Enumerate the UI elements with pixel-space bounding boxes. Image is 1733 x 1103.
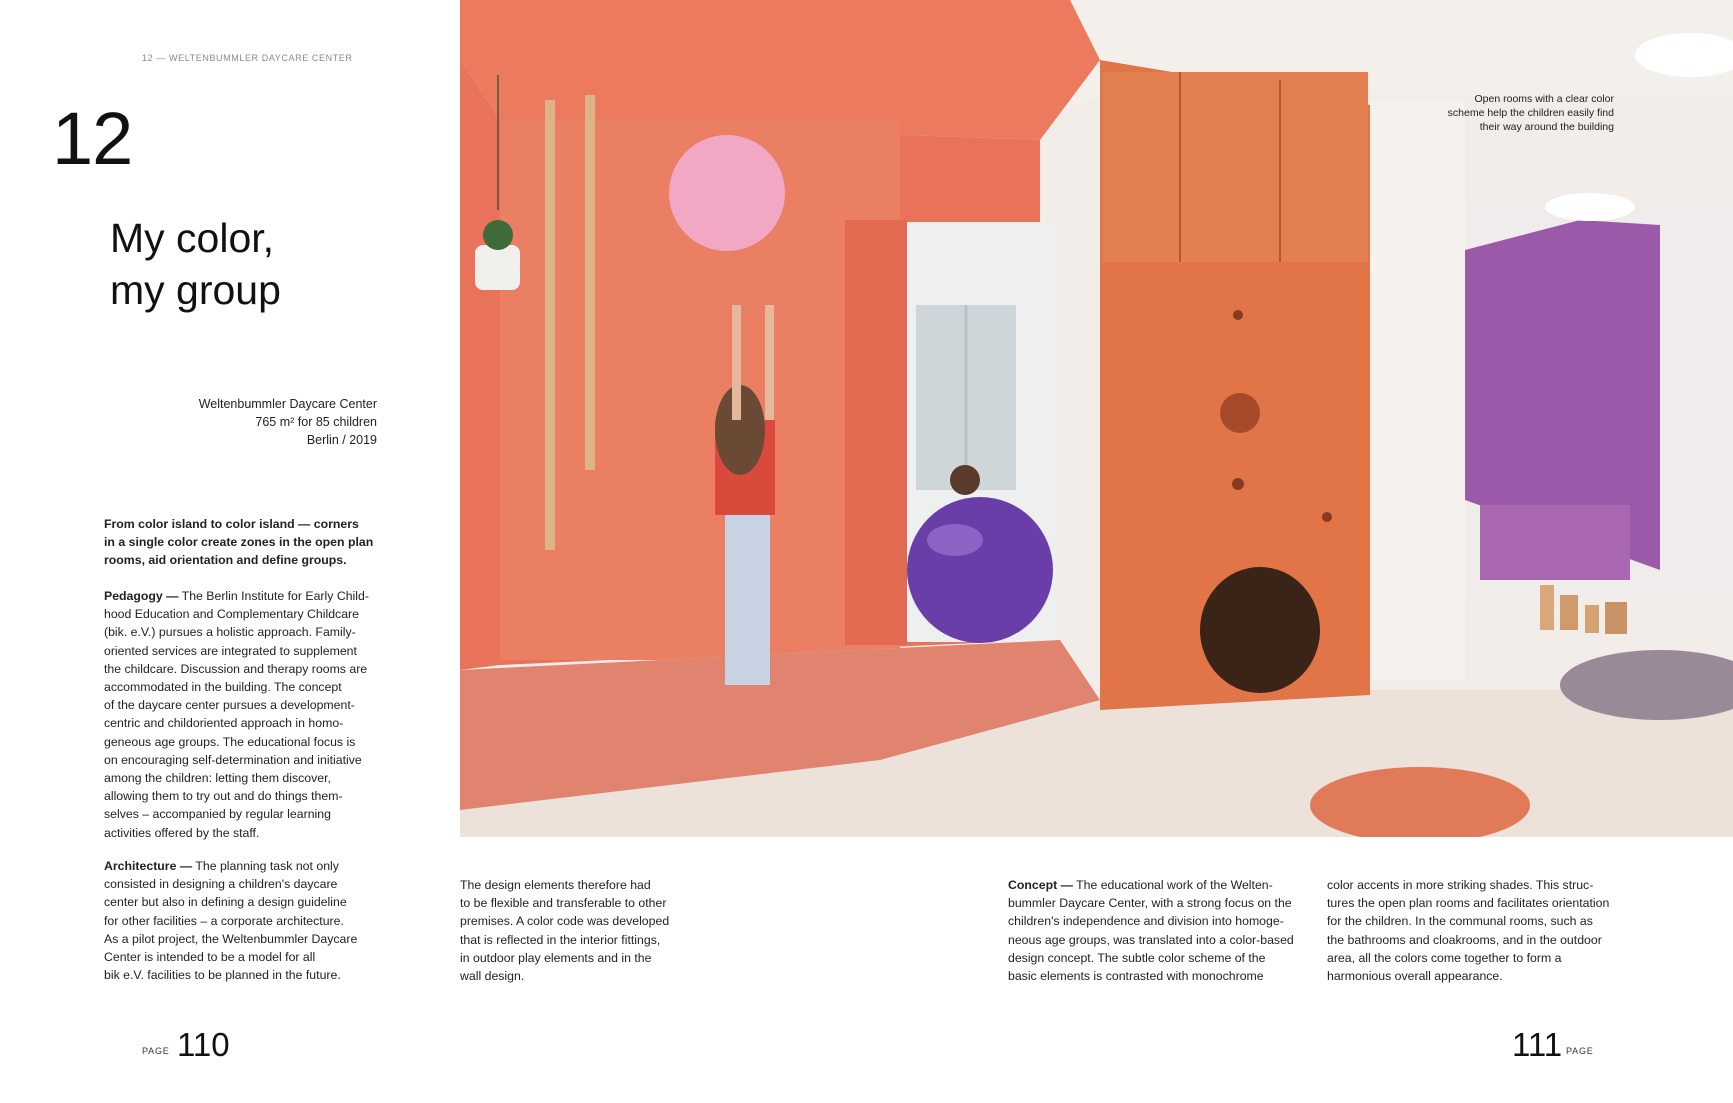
accents-paragraph <box>1327 876 1609 985</box>
page-label-right: PAGE <box>1566 1046 1594 1056</box>
child-arm <box>765 305 774 420</box>
child-legs <box>725 515 770 685</box>
page-number-right: 111 <box>1512 1026 1563 1063</box>
body-line: children's independence and division into homoge- <box>1008 914 1284 929</box>
crawl-tunnel <box>1200 567 1320 693</box>
body-line: hood Education and Complementary Childcare <box>104 607 359 622</box>
plant-pot <box>475 245 520 290</box>
child-head <box>950 465 980 495</box>
page-label-left: PAGE <box>142 1046 170 1056</box>
body-line: Center is intended to be a model for all <box>104 950 316 965</box>
body-line: centric and childoriented approach in homo- <box>104 716 344 731</box>
body-line: on encouraging self-determination and initiative <box>104 752 362 767</box>
chapter-title <box>110 212 281 316</box>
body-line: consisted in designing a children's daycare <box>104 877 338 892</box>
title-line-1: My color, <box>110 215 275 261</box>
body-line: accommodated in the building. The concept <box>104 680 342 695</box>
purple-ball <box>907 497 1053 643</box>
white-column <box>1370 100 1465 680</box>
body-line: (bik. e.V.) pursues a holistic approach. Family- <box>104 625 356 640</box>
body-line: center but also in defining a design guideline <box>104 895 347 910</box>
body-line: The planning task not only <box>192 859 339 873</box>
body-line: neous age groups, was translated into a color-based <box>1008 932 1294 947</box>
caption-line: scheme help the children easily find <box>1447 107 1614 119</box>
body-line: among the children: letting them discover, <box>104 771 331 786</box>
intro-line: From color island to color island — corners <box>104 517 359 531</box>
pedagogy-paragraph <box>104 587 369 842</box>
intro-paragraph <box>104 515 373 570</box>
intro-line: rooms, aid orientation and define groups. <box>104 553 347 568</box>
interior-photo <box>460 0 1733 837</box>
intro-line: in a single color create zones in the open plan <box>104 535 374 550</box>
body-line: wall design. <box>460 969 525 984</box>
caption-line: Open rooms with a clear color <box>1474 93 1614 105</box>
concept-label: Concept — <box>1008 878 1073 892</box>
cabinet-upper <box>1103 72 1368 262</box>
purple-bench <box>1480 505 1630 580</box>
bamboo-pole <box>545 100 555 550</box>
project-facts <box>199 395 377 449</box>
body-line: basic elements is contrasted with monochrome <box>1008 969 1264 984</box>
body-line: the bathrooms and cloakrooms, and in the outdoor <box>1327 932 1602 947</box>
body-line: in outdoor play elements and in the <box>460 950 652 965</box>
body-line: The Berlin Institute for Early Child- <box>178 589 369 603</box>
body-line: of the daycare center pursues a development- <box>104 698 355 713</box>
caption-line: their way around the building <box>1479 121 1614 133</box>
body-line: As a pilot project, the Weltenbummler Daycare <box>104 931 358 946</box>
architecture-paragraph <box>104 857 357 984</box>
body-line: design concept. The subtle color scheme of the <box>1008 950 1266 965</box>
body-line: premises. A color code was developed <box>460 914 670 929</box>
concept-paragraph <box>1008 876 1294 985</box>
body-line: harmonious overall appearance. <box>1327 969 1503 984</box>
body-line: tures the open plan rooms and facilitates orientation <box>1327 896 1610 911</box>
body-line: oriented services are integrated to supplement <box>104 643 357 658</box>
cabinet-hole <box>1220 393 1260 433</box>
body-line: area, all the colors come together to form a <box>1327 950 1562 965</box>
body-line: The design elements therefore had <box>460 878 651 892</box>
body-line: allowing them to try out and do things them- <box>104 789 343 804</box>
body-line: color accents in more striking shades. This struc- <box>1327 878 1594 892</box>
child-arm <box>732 305 741 420</box>
body-line: for the children. In the communal rooms, such as <box>1327 914 1593 929</box>
project-name: Weltenbummler Daycare Center <box>198 397 377 411</box>
body-line: bik e.V. facilities to be planned in the future. <box>104 968 341 983</box>
body-line: geneous age groups. The educational focus is <box>104 734 356 749</box>
body-line: the childcare. Discussion and therapy rooms are <box>104 661 368 676</box>
body-line: The educational work of the Welten- <box>1072 878 1273 892</box>
design-paragraph <box>460 876 669 985</box>
running-header: 12 — WELTENBUMMLER DAYCARE CENTER <box>142 53 353 63</box>
coral-ceiling <box>460 0 1100 140</box>
photo-caption <box>1448 92 1614 134</box>
body-line: to be flexible and transferable to other <box>460 896 667 911</box>
door-panel <box>845 220 907 645</box>
body-line: selves – accompanied by regular learning <box>104 807 331 822</box>
body-line: that is reflected in the interior fittings, <box>460 932 661 947</box>
body-line: for other facilities – a corporate architecture. <box>104 913 344 928</box>
chapter-number: 12 <box>52 97 133 180</box>
project-place-year: Berlin / 2019 <box>306 433 377 447</box>
bamboo-pole <box>585 95 595 470</box>
body-line: activities offered by the staff. <box>104 825 260 840</box>
architecture-label: Architecture — <box>104 859 193 873</box>
project-size: 765 m² for 85 children <box>255 415 377 429</box>
body-line: bummler Daycare Center, with a strong focus on the <box>1008 896 1292 911</box>
title-line-2: my group <box>110 267 281 313</box>
pink-balloon <box>669 135 785 251</box>
page-number-left: 110 <box>177 1026 230 1063</box>
pedagogy-label: Pedagogy — <box>104 589 179 603</box>
